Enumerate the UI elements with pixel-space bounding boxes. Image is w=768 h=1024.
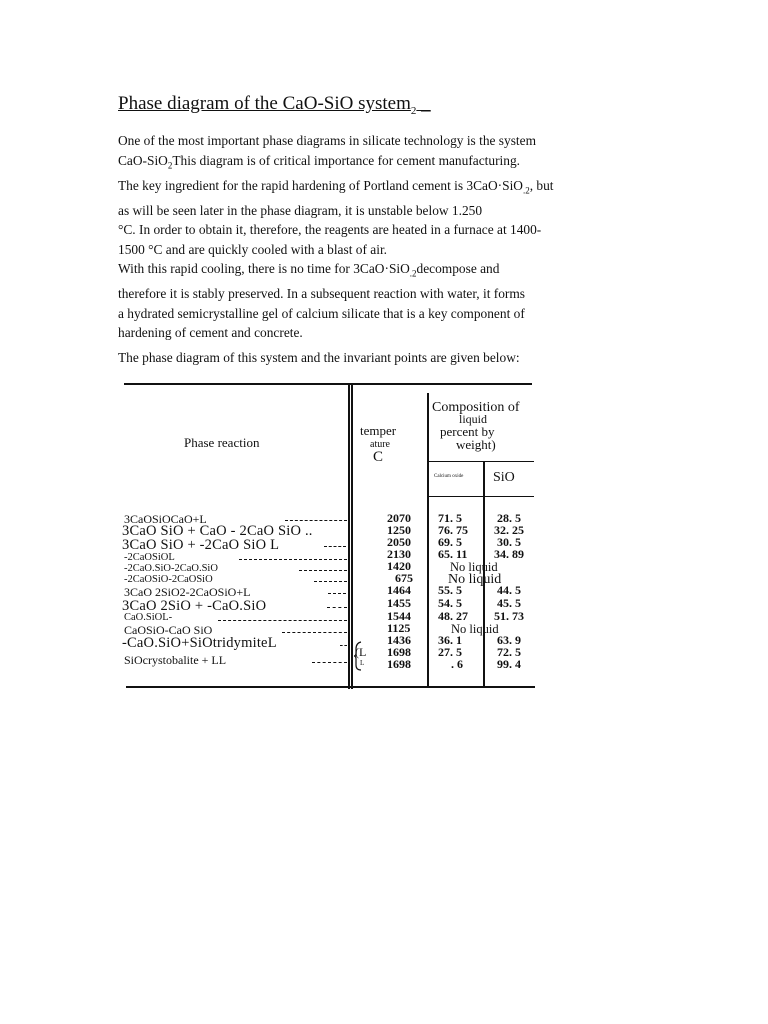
row-8-leader [327, 607, 347, 608]
page-title: Phase diagram of the CaO-SiO system$_2$ _ [118, 93, 431, 117]
cao-row-7: 55. 5 [438, 583, 462, 597]
cao-row-11: 36. 1 [438, 633, 462, 647]
reaction-row-3: 3CaO SiO + -2CaO SiO L [122, 537, 280, 553]
cao-row-2: 76. 75 [438, 523, 468, 537]
header-temperature-1: temper [360, 423, 397, 438]
header-composition-4: weight) [456, 437, 496, 452]
intro-paragraph: One of the most important phase diagrams in silicate technology is the system CaO-SiO$_2$This diagram is of critical importance for cement manufacturing. The key ingredient for the rapid hardening of Portland cement is 3CaO·SiO$_{.2}$, but as will be seen later in the phase diagram, it is unstable below 1.250 °C. In order to obtain it, therefore, the reagents are heated in a furnace at 1400- 1500 °C and are quickly cooled with a blast of air. [118, 133, 554, 257]
header-composition-3: percent by [440, 424, 495, 439]
brace-label-1: (L [355, 645, 367, 659]
cao-row-13: . 6 [451, 657, 463, 671]
sio-row-2: 32. 25 [494, 523, 524, 537]
header-composition-2: liquid [459, 412, 488, 426]
temp-row-12: 1698 [387, 645, 411, 659]
reaction-row-9: CaO.SiOL- [124, 612, 173, 623]
sio-row-3: 30. 5 [497, 535, 521, 549]
row-1-leader [285, 520, 347, 521]
header-sio: SiO [493, 470, 515, 485]
temp-row-5: 1420 [387, 559, 411, 573]
cao-row-8: 54. 5 [438, 596, 462, 610]
cao-row-3: 69. 5 [438, 535, 462, 549]
reaction-row-10: CaOSiO-CaO SiO [124, 623, 213, 637]
cao-row-9: 48. 27 [438, 609, 468, 623]
sio-row-11: 63. 9 [497, 633, 521, 647]
brace-label-2: L [360, 659, 365, 667]
cao-row-4: 65. 11 [438, 547, 468, 561]
reaction-row-8: 3CaO 2SiO + -CaO.SiO [122, 598, 267, 614]
temp-row-3: 2050 [387, 535, 411, 549]
liquid-row-5: No liquid [450, 560, 498, 574]
row-3-leader [324, 546, 346, 547]
header-calcium-oxide: Calcium oxide [434, 474, 464, 479]
reaction-row-1: 3CaOSiOCaO+L [124, 512, 207, 526]
row-11-leader [340, 645, 347, 646]
sio-row-13: 99. 4 [497, 657, 521, 671]
reaction-row-2: 3CaO SiO + CaO - 2CaO SiO .. [122, 523, 313, 539]
row-7-leader [328, 593, 346, 594]
temp-row-9: 1544 [387, 609, 411, 623]
temp-row-13: 1698 [387, 657, 411, 671]
brace-mark [353, 641, 363, 671]
reaction-row-7: 3CaO 2SiO2-2CaOSiO+L [124, 585, 251, 599]
sio-row-7: 44. 5 [497, 583, 521, 597]
header-temperature-3: C [373, 449, 384, 465]
temp-row-2: 1250 [387, 523, 411, 537]
temp-row-7: 1464 [387, 583, 411, 597]
header-temperature-2: ature [370, 439, 390, 450]
temp-row-8: 1455 [387, 596, 411, 610]
liquid-row-10: No liquid [451, 622, 499, 636]
row-13-leader [312, 662, 347, 663]
row-9-leader [218, 620, 347, 621]
invariant-points-table [122, 383, 536, 691]
row-4-leader [239, 559, 347, 560]
row-10-leader [282, 632, 347, 633]
temp-row-10: 1125 [387, 621, 411, 635]
sio-row-8: 45. 5 [497, 596, 521, 610]
cao-row-1: 71. 5 [438, 511, 462, 525]
row-5-leader [299, 570, 347, 571]
temp-row-11: 1436 [387, 633, 411, 647]
temp-row-6: 675 [395, 571, 413, 585]
liquid-row-6: No liquid [448, 572, 502, 587]
header-phase-reaction: Phase reaction [184, 435, 260, 450]
cooling-paragraph: With this rapid cooling, there is no time for 3CaO·SiO$_{.2}$decompose and therefore it is stably preserved. In a subsequent reaction with water, it forms a hydrated semicrystalline gel of calcium silicate that is a key component of hardening of cement and concrete. [118, 261, 526, 341]
temp-row-1: 2070 [387, 511, 411, 525]
header-composition-1: Composition of [432, 400, 520, 415]
reaction-row-4: -2CaOSiOL [124, 552, 175, 563]
sio-row-12: 72. 5 [497, 645, 521, 659]
row-6-leader [314, 581, 347, 582]
table-intro-paragraph: The phase diagram of this system and the invariant points are given below: [118, 350, 520, 365]
reaction-row-6: -2CaOSiO-2CaOSiO [124, 574, 213, 585]
sio-row-1: 28. 5 [497, 511, 521, 525]
reaction-row-13: SiOcrystobalite + LL [124, 653, 227, 667]
sio-row-4: 34. 89 [494, 547, 524, 561]
reaction-row-11: -CaO.SiO+SiOtridymiteL [122, 635, 277, 651]
reaction-row-5: -2CaO.SiO-2CaO.SiO [124, 563, 218, 574]
cao-row-12: 27. 5 [438, 645, 462, 659]
temp-row-4: 2130 [387, 547, 411, 561]
sio-row-9: 51. 73 [494, 609, 524, 623]
